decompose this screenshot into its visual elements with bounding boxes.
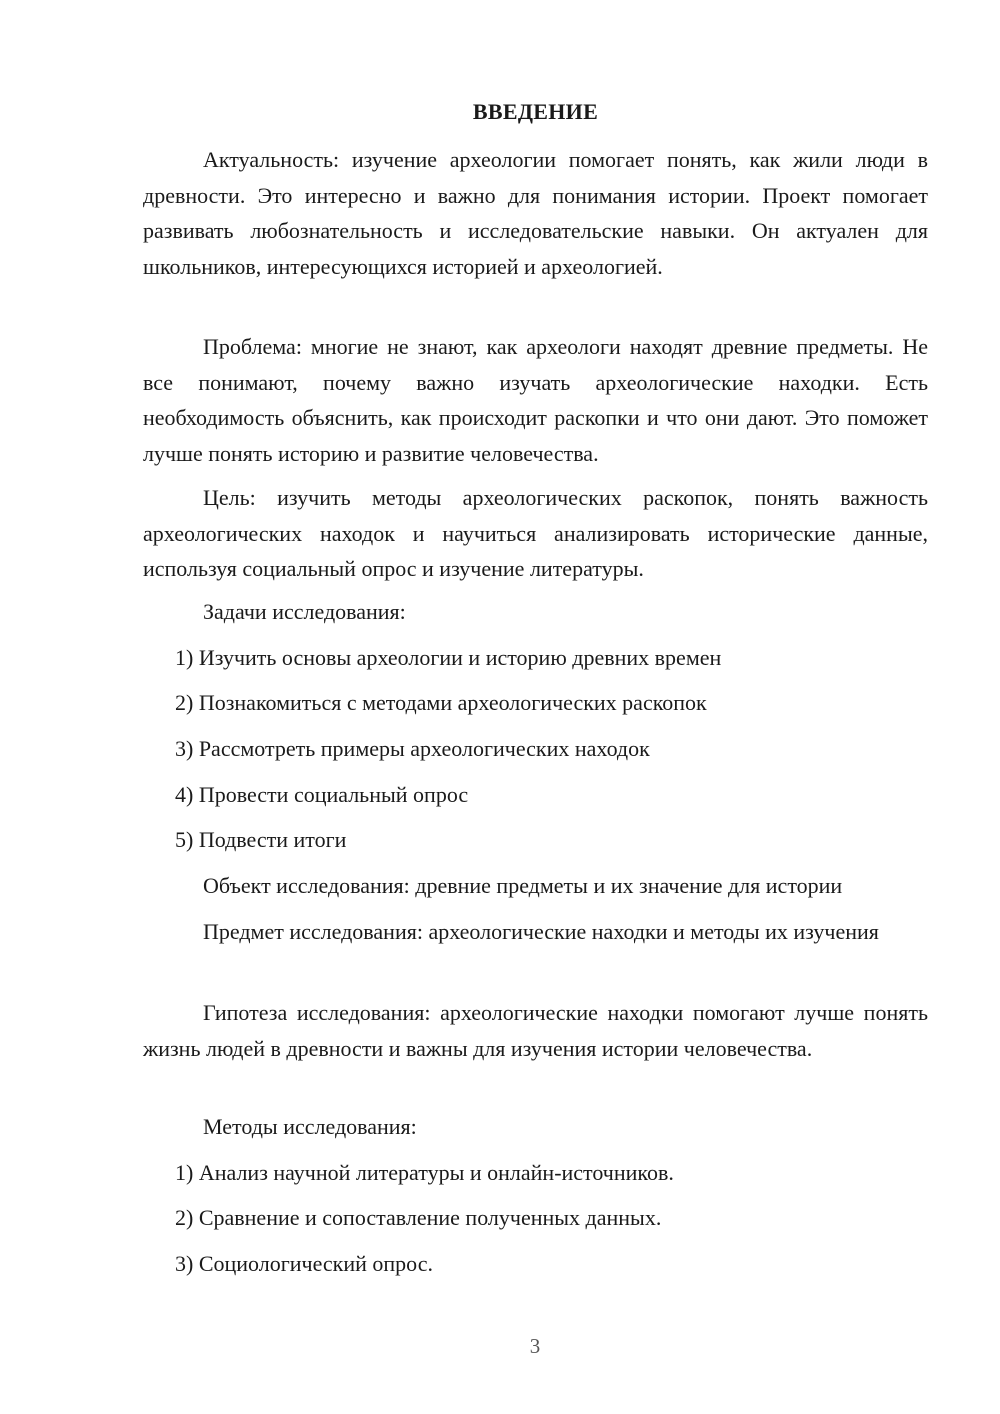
tasks-title: Задачи исследования: bbox=[203, 599, 406, 624]
paragraph-problem: Проблема: многие не знают, как археологи находят древние предметы. Не все понимают, почему важно изучать археологические находки. Есть необходимость объяснить, как происходит раскопки и что они дают. Это поможет лучше понять историю и развитие человечества. bbox=[143, 334, 928, 466]
task-item: 2) Познакомиться с методами археологических раскопок bbox=[175, 690, 707, 715]
method-item: 3) Социологический опрос. bbox=[175, 1251, 433, 1276]
methods-title: Методы исследования: bbox=[203, 1114, 417, 1139]
task-item: 5) Подвести итоги bbox=[175, 827, 347, 852]
research-hypothesis: Гипотеза исследования: археологические находки помогают лучше понять жизнь людей в древности и важны для изучения истории человечества. bbox=[143, 1000, 928, 1061]
section-heading: ВВЕДЕНИЕ bbox=[472, 99, 599, 124]
task-item: 1) Изучить основы археологии и историю древних времен bbox=[175, 645, 722, 670]
task-item: 4) Провести социальный опрос bbox=[175, 782, 469, 807]
method-item: 1) Анализ научной литературы и онлайн-источников. bbox=[175, 1160, 674, 1185]
paragraph-goal: Цель: изучить методы археологических раскопок, понять важность археологических находок и научиться анализировать исторические данные, используя социальный опрос и изучение литературы. bbox=[143, 485, 928, 581]
page-number: 3 bbox=[529, 1334, 541, 1358]
method-item: 2) Сравнение и сопоставление полученных данных. bbox=[175, 1205, 662, 1230]
research-subject: Предмет исследования: археологические находки и методы их изучения bbox=[203, 919, 879, 944]
task-item: 3) Рассмотреть примеры археологических находок bbox=[175, 736, 650, 761]
paragraph-relevance: Актуальность: изучение археологии помогает понять, как жили люди в древности. Это интересно и важно для понимания истории. Проект помогает развивать любознательность и исследовательские навыки. Он актуален для школьников, интересующихся историей и археологией. bbox=[143, 147, 928, 279]
research-object: Объект исследования: древние предметы и их значение для истории bbox=[203, 873, 843, 898]
